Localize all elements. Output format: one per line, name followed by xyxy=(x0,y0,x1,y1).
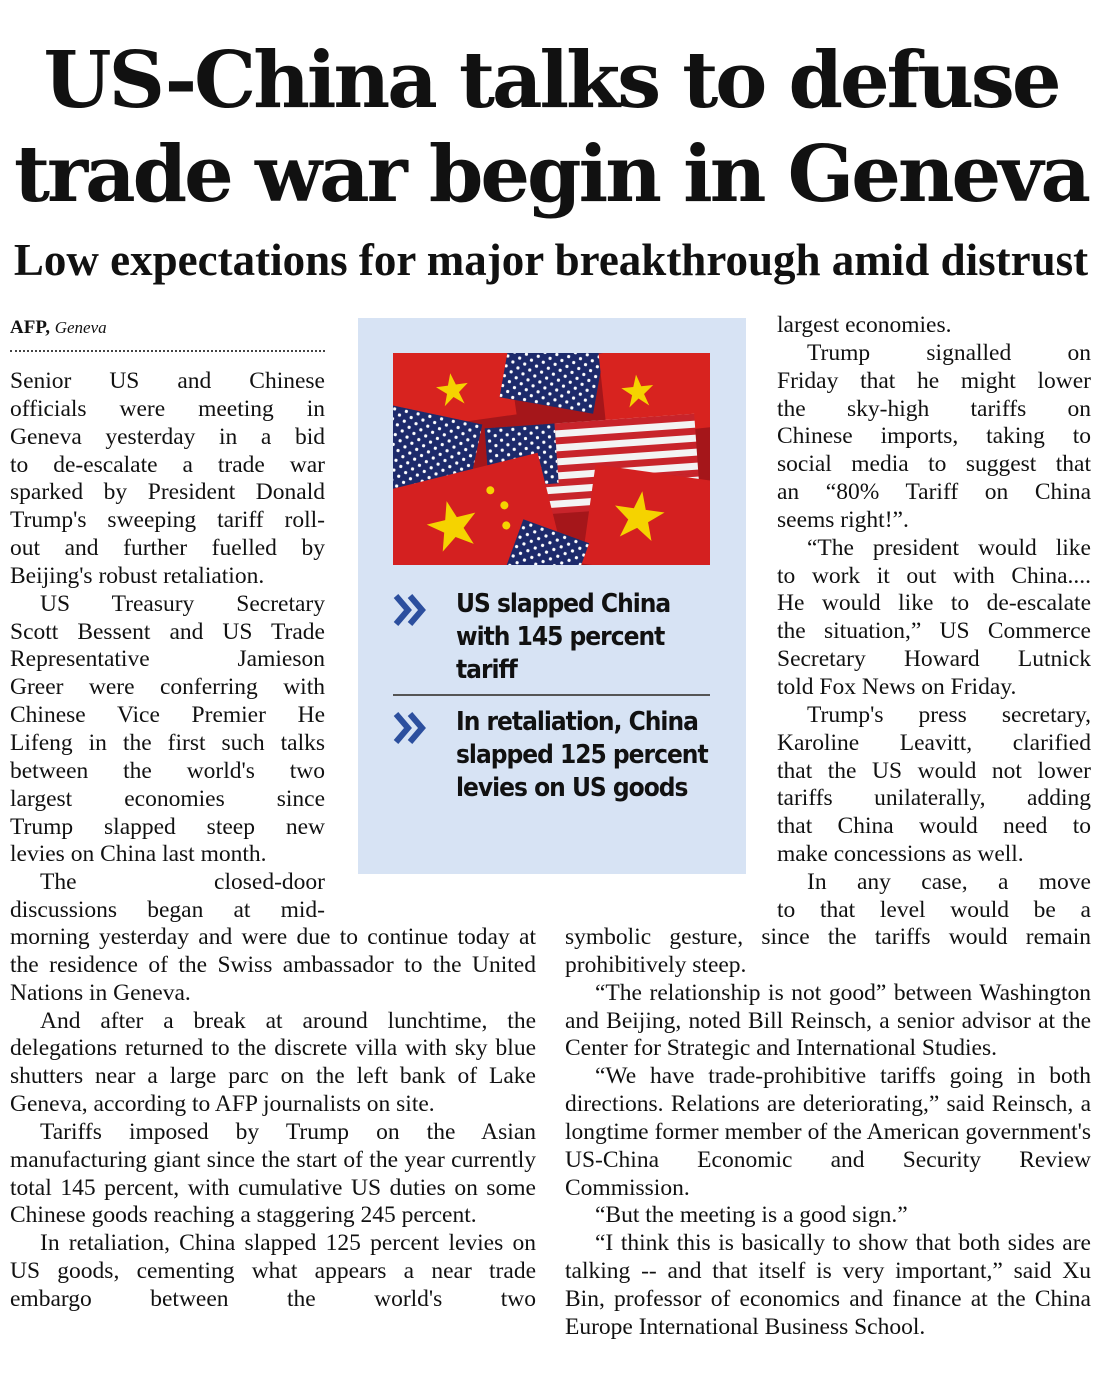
text-line: to work it out with China.... xyxy=(777,562,1091,589)
text-line: Trump's sweeping tariff roll- xyxy=(10,507,325,534)
text-line: largest economies since xyxy=(10,785,325,812)
text-line: Secretary Howard Lutnick xyxy=(777,646,1091,673)
text-line: that China would need to xyxy=(777,813,1091,840)
paragraph: “We have trade-prohibitive tariffs going in both directions. Relations are deteriorating,” said Reinsch, a longtime former member of the American government's US-China Economic and Security Review Commission. xyxy=(565,1063,1091,1201)
text-line: Trump signalled on xyxy=(807,339,1091,366)
text-line: largest economies. xyxy=(777,312,952,338)
text-line: seems right!”. xyxy=(777,506,909,533)
text-line: social media to suggest that xyxy=(777,451,1091,478)
text-line: discussions began at mid- xyxy=(10,897,325,924)
dotted-divider xyxy=(10,350,325,352)
text-line: make concessions as well. xyxy=(777,841,1024,868)
text-line: Lifeng in the first such talks xyxy=(10,729,325,756)
paragraph: “I think this is basically to show that both sides are talking -- and that itself is very important,” said Xu Bin, professor of economics and finance at the China Europe International Business School. xyxy=(565,1230,1091,1340)
factbox-divider xyxy=(393,694,710,696)
fact-bullet-1-text: US slapped China with 145 percent tariff xyxy=(456,589,671,685)
paragraph: symbolic gesture, since the tariffs would remain prohibitively steep. xyxy=(565,924,1091,978)
paragraph: morning yesterday and were due to continue today at the residence of the Swiss ambassador to the United Nations in Geneva. xyxy=(10,924,536,1006)
byline-location: Geneva xyxy=(54,318,107,337)
factbox xyxy=(358,318,746,874)
bottom-right-block xyxy=(565,924,1091,1342)
text-line: In any case, a move xyxy=(807,868,1091,895)
text-line: Friday that he might lower xyxy=(777,367,1091,394)
text-line: Geneva yesterday in a bid xyxy=(10,423,325,450)
byline-agency: AFP, xyxy=(10,317,50,338)
fact-bullet-2-text: In retaliation, China slapped 125 percent levies on US goods xyxy=(456,707,708,803)
text-line: The closed-door xyxy=(40,869,325,896)
headline xyxy=(0,34,1102,222)
text-line: levies on China last month. xyxy=(10,841,267,868)
headline-line-1: US-China talks to defuse xyxy=(43,35,1059,126)
column-3 xyxy=(777,312,1091,925)
text-line: Chinese Vice Premier He xyxy=(10,702,325,729)
paragraph: And after a break at around lunchtime, the delegations returned to the discrete villa with sky blue shutters near a large parc on the left bank of Lake Geneva, according to AFP journalists on site. xyxy=(10,1007,536,1118)
byline xyxy=(10,316,107,340)
text-line: He would like to de-escalate xyxy=(777,590,1091,617)
text-line: sparked by President Donald xyxy=(10,479,325,506)
text-line: the situation,” US Commerce xyxy=(777,618,1091,645)
text-line: Scott Bessent and US Trade xyxy=(10,618,325,645)
text-line: Chinese imports, taking to xyxy=(777,423,1091,450)
chevron-right-icon xyxy=(393,592,427,628)
paragraph: Tariffs imposed by Trump on the Asian manufacturing giant since the start of the year currently total 145 percent, with cumulative US duties on some Chinese goods reaching a staggering 245 percent. xyxy=(10,1118,536,1229)
paragraph: “But the meeting is a good sign.” xyxy=(595,1202,908,1229)
paragraph: In retaliation, China slapped 125 percent levies on US goods, cementing what appears a near trade embargo between the world's two xyxy=(10,1230,536,1312)
text-line: that the US would not lower xyxy=(777,757,1091,784)
text-line: out and further fuelled by xyxy=(10,535,325,562)
text-line: Beijing's robust retaliation. xyxy=(10,562,265,589)
text-line: between the world's two xyxy=(10,757,325,784)
headline-line-2: trade war begin in Geneva xyxy=(13,129,1089,220)
text-line: Trump slapped steep new xyxy=(10,813,325,840)
text-line: “The president would like xyxy=(807,534,1091,561)
text-line: an “80% Tariff on China xyxy=(777,479,1091,506)
text-line: officials were meeting in xyxy=(10,395,325,422)
text-line: Senior US and Chinese xyxy=(10,368,325,394)
text-line: Trump's press secretary, xyxy=(807,701,1091,728)
subheadline: Low expectations for major breakthrough amid distrust xyxy=(13,235,1089,285)
text-line: US Treasury Secretary xyxy=(40,590,325,617)
chevron-right-icon xyxy=(393,710,427,746)
us-china-flags-photo xyxy=(393,353,710,565)
text-line: told Fox News on Friday. xyxy=(777,673,1017,700)
text-line: Representative Jamieson xyxy=(10,646,325,673)
text-line: Karoline Leavitt, clarified xyxy=(777,729,1091,756)
text-line: to that level would be a xyxy=(777,896,1091,923)
text-line: Greer were conferring with xyxy=(10,674,325,701)
text-line: tariffs unilaterally, adding xyxy=(777,785,1091,812)
paragraph: “The relationship is not good” between Washington and Beijing, noted Bill Reinsch, a senior advisor at the Center for Strategic and International Studies. xyxy=(565,979,1091,1062)
text-line: to de-escalate a trade war xyxy=(10,451,325,478)
text-line: the sky-high tariffs on xyxy=(777,395,1091,422)
bottom-left-block xyxy=(10,924,536,1314)
column-1 xyxy=(10,368,325,925)
